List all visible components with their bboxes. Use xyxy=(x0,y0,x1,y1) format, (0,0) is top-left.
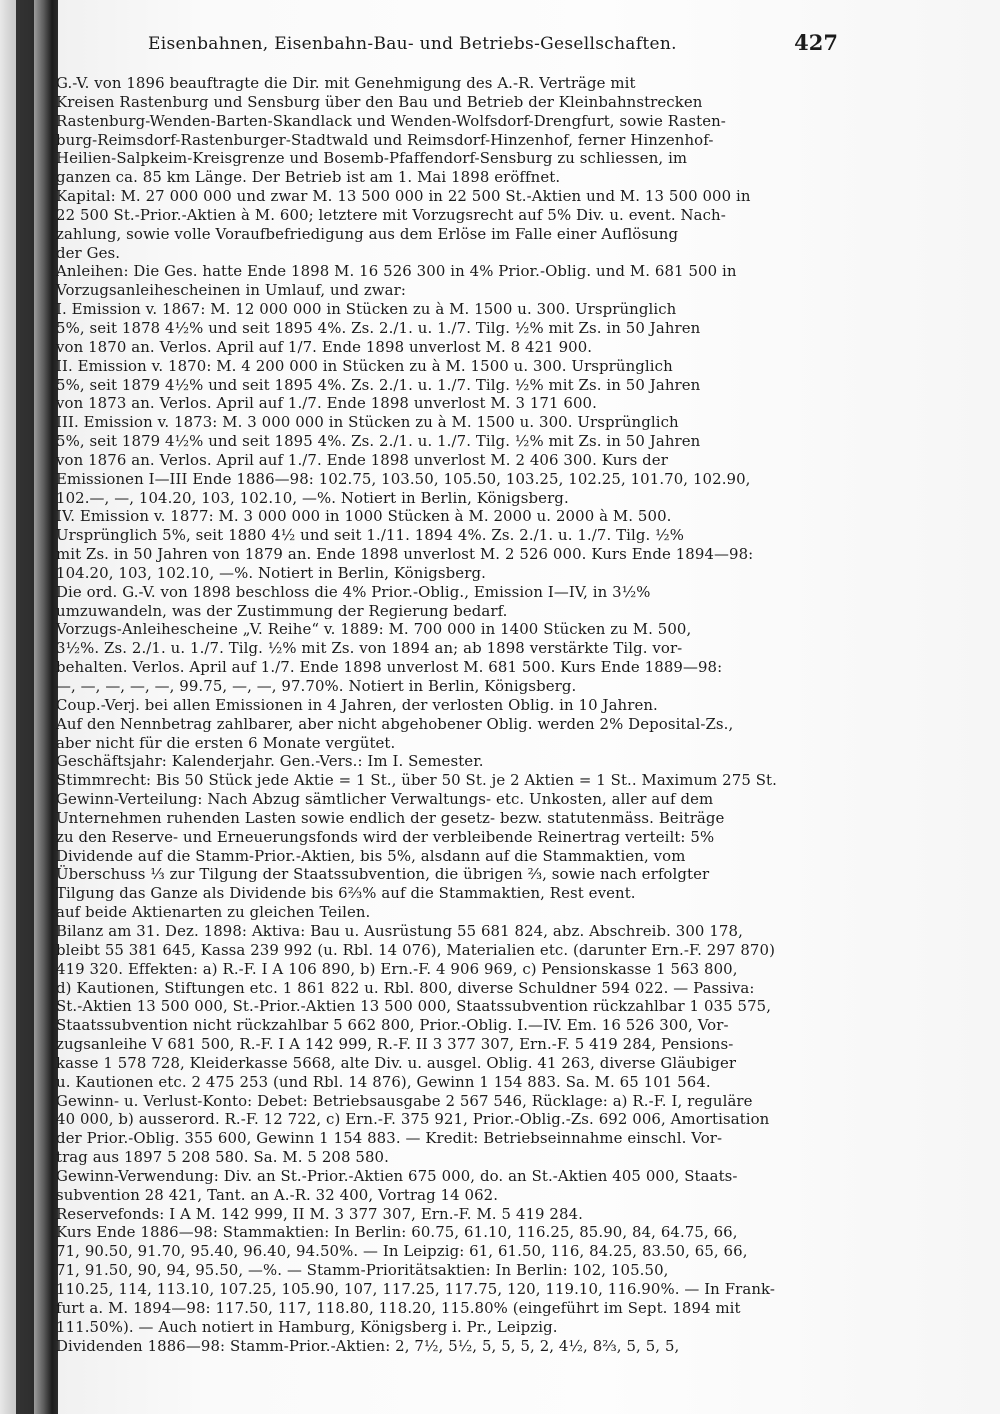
text-line: Stimmrecht: Bis 50 Stück jede Aktie = 1 St., über 50 St. je 2 Aktien = 1 St.. Maximum 275 St. xyxy=(56,771,777,790)
text-line: Vorzugsanleihescheinen in Umlauf, und zwar: xyxy=(56,281,406,300)
text-line: Emissionen I—III Ende 1886—98: 102.75, 103.50, 105.50, 103.25, 102.25, 101.70, 102.90, xyxy=(56,469,751,488)
text-line: Dividende auf die Stamm-Prior.-Aktien, bis 5%, alsdann auf die Stammaktien, vom xyxy=(56,846,686,865)
text-line: ganzen ca. 85 km Länge. Der Betrieb ist am 1. Mai 1898 eröffnet. xyxy=(56,168,561,187)
text-line: 111.50%). — Auch notiert in Hamburg, Königsberg i. Pr., Leipzig. xyxy=(56,1317,558,1336)
binding-shadow xyxy=(16,0,34,1414)
text-line: Coup.-Verj. bei allen Emissionen in 4 Jahren, der verlosten Oblig. in 10 Jahren. xyxy=(56,695,658,714)
text-line: II. Emission v. 1870: M. 4 200 000 in Stücken zu à M. 1500 u. 300. Ursprünglich xyxy=(56,356,673,375)
page-header-title: Eisenbahnen, Eisenbahn-Bau- und Betriebs-Gesellschaften. xyxy=(148,34,677,54)
text-line: Heilien-Salpkeim-Kreisgrenze und Bosemb-Pfaffendorf-Sensburg zu schliessen, im xyxy=(56,149,688,168)
text-line: Reservefonds: I A M. 142 999, II M. 3 377 307, Ern.-F. M. 5 419 284. xyxy=(56,1204,583,1223)
text-line: von 1876 an. Verlos. April auf 1./7. Ende 1898 unverlost M. 2 406 300. Kurs der xyxy=(56,450,668,469)
text-line: G.-V. von 1896 beauftragte die Dir. mit Genehmigung des A.-R. Verträge mit xyxy=(56,74,636,92)
text-line: Vorzugs-Anleihescheine „V. Reihe“ v. 1889: M. 700 000 in 1400 Stücken zu M. 500, xyxy=(56,620,692,639)
text-line: 71, 90.50, 91.70, 95.40, 96.40, 94.50%. — In Leipzig: 61, 61.50, 116, 84.25, 83.50, 65, 66, xyxy=(56,1242,748,1261)
text-line: IV. Emission v. 1877: M. 3 000 000 in 1000 Stücken à M. 2000 u. 2000 à M. 500. xyxy=(56,507,672,526)
text-line: zu den Reserve- und Erneuerungsfonds wird der verbleibende Reinertrag verteilt: 5% xyxy=(56,827,715,846)
text-line: 5%, seit 1879 4½% und seit 1895 4%. Zs. 2./1. u. 1./7. Tilg. ½% mit Zs. in 50 Jahren xyxy=(56,432,701,451)
text-line: d) Kautionen, Stiftungen etc. 1 861 822 u. Rbl. 800, diverse Schuldner 594 022. — Passiva: xyxy=(56,978,755,997)
text-line: Rastenburg-Wenden-Barten-Skandlack und Wenden-Wolfsdorf-Drengfurt, sowie Rasten- xyxy=(56,111,726,130)
text-line: Bilanz am 31. Dez. 1898: Aktiva: Bau u. Ausrüstung 55 681 824, abz. Abschreib. 300 178, xyxy=(56,921,743,940)
text-line: St.-Aktien 13 500 000, St.-Prior.-Aktien 13 500 000, Staatssubvention rückzahlbar 1 035 575, xyxy=(56,997,772,1016)
text-line: 110.25, 114, 113.10, 107.25, 105.90, 107, 117.25, 117.75, 120, 119.10, 116.90%. — In Frank- xyxy=(56,1280,776,1298)
text-line: von 1870 an. Verlos. April auf 1/7. Ende 1898 unverlost M. 8 421 900. xyxy=(56,337,593,356)
text-line: Kapital: M. 27 000 000 und zwar M. 13 500 000 in 22 500 St.-Aktien und M. 13 500 000 in xyxy=(56,187,751,206)
text-line: trag aus 1897 5 208 580. Sa. M. 5 208 580. xyxy=(56,1148,389,1167)
text-line: Unternehmen ruhenden Lasten sowie endlich der gesetz- bezw. statutenmäss. Beiträge xyxy=(56,808,725,827)
text-line: von 1873 an. Verlos. April auf 1./7. Ende 1898 unverlost M. 3 171 600. xyxy=(56,394,597,413)
text-line: 102.—, —, 104.20, 103, 102.10, —%. Notiert in Berlin, Königsberg. xyxy=(56,488,569,507)
text-line: Überschuss ⅓ zur Tilgung der Staatssubvention, die übrigen ⅔, sowie nach erfolgter xyxy=(56,865,710,884)
text-line: Gewinn- u. Verlust-Konto: Debet: Betriebsausgabe 2 567 546, Rücklage: a) R.-F. I, reguläre xyxy=(56,1091,753,1110)
text-line: Kreisen Rastenburg und Sensburg über den Bau und Betrieb der Kleinbahnstrecken xyxy=(56,92,703,111)
text-line: zahlung, sowie volle Voraufbefriedigung aus dem Erlöse im Falle einer Auflösung xyxy=(56,224,679,243)
text-line: Staatssubvention nicht rückzahlbar 5 662 800, Prior.-Oblig. I.—IV. Em. 16 526 300, Vor- xyxy=(56,1016,729,1035)
text-line: zugsanleihe V 681 500, R.-F. I A 142 999, R.-F. II 3 377 307, Ern.-F. 5 419 284, Pensions- xyxy=(56,1035,734,1054)
text-line: III. Emission v. 1873: M. 3 000 000 in Stücken zu à M. 1500 u. 300. Ursprünglich xyxy=(56,413,679,432)
text-line: behalten. Verlos. April auf 1./7. Ende 1898 unverlost M. 681 500. Kurs Ende 1889—98: xyxy=(56,658,723,677)
text-line: bleibt 55 381 645, Kassa 239 992 (u. Rbl. 14 076), Materialien etc. (darunter Ern.-F. 297 870) xyxy=(56,940,775,959)
text-line: mit Zs. in 50 Jahren von 1879 an. Ende 1898 unverlost M. 2 526 000. Kurs Ende 1894—98: xyxy=(56,545,754,564)
page-number: 427 xyxy=(794,30,838,55)
text-line: Ursprünglich 5%, seit 1880 4½ und seit 1./11. 1894 4%. Zs. 2./1. u. 1./7. Tilg. ½% xyxy=(56,526,684,545)
text-line: 5%, seit 1878 4½% und seit 1895 4%. Zs. 2./1. u. 1./7. Tilg. ½% mit Zs. in 50 Jahren xyxy=(56,318,701,337)
text-line: auf beide Aktienarten zu gleichen Teilen. xyxy=(56,903,371,922)
text-line: umzuwandeln, was der Zustimmung der Regierung bedarf. xyxy=(56,601,508,620)
text-line: 3½%. Zs. 2./1. u. 1./7. Tilg. ½% mit Zs. von 1894 an; ab 1898 verstärkte Tilg. vor- xyxy=(56,639,683,658)
text-line: 22 500 St.-Prior.-Aktien à M. 600; letztere mit Vorzugsrecht auf 5% Div. u. event. Nach- xyxy=(56,205,726,224)
text-line: Anleihen: Die Ges. hatte Ende 1898 M. 16 526 300 in 4% Prior.-Oblig. und M. 681 500 in xyxy=(56,262,737,281)
text-line: furt a. M. 1894—98: 117.50, 117, 118.80, 118.20, 115.80% (eingeführt im Sept. 1894 mit xyxy=(56,1298,741,1317)
text-line: 71, 91.50, 90, 94, 95.50, —%. — Stamm-Prioritätsaktien: In Berlin: 102, 105.50, xyxy=(56,1261,669,1280)
text-line: 5%, seit 1879 4½% und seit 1895 4%. Zs. 2./1. u. 1./7. Tilg. ½% mit Zs. in 50 Jahren xyxy=(56,375,701,394)
text-line: burg-Reimsdorf-Rastenburger-Stadtwald und Reimsdorf-Hinzenhof, ferner Hinzenhof- xyxy=(56,130,714,149)
text-line: u. Kautionen etc. 2 475 253 (und Rbl. 14 876), Gewinn 1 154 883. Sa. M. 65 101 564. xyxy=(56,1072,711,1091)
text-line: 419 320. Effekten: a) R.-F. I A 106 890, b) Ern.-F. 4 906 969, c) Pensionskasse 1 563 800, xyxy=(56,959,738,978)
text-line: kasse 1 578 728, Kleiderkasse 5668, alte Div. u. ausgel. Oblig. 41 263, diverse Gläubiger xyxy=(56,1053,737,1072)
text-line: —, —, —, —, —, 99.75, —, —, 97.70%. Notiert in Berlin, Königsberg. xyxy=(56,677,577,695)
text-line: der Prior.-Oblig. 355 600, Gewinn 1 154 883. — Kredit: Betriebseinnahme einschl. Vor- xyxy=(56,1129,723,1148)
text-line: 40 000, b) ausserord. R.-F. 12 722, c) Ern.-F. 375 921, Prior.-Oblig.-Zs. 692 006, Amortisation xyxy=(56,1110,770,1129)
text-line: subvention 28 421, Tant. an A.-R. 32 400, Vortrag 14 062. xyxy=(56,1185,499,1204)
text-line: Gewinn-Verteilung: Nach Abzug sämtlicher Verwaltungs- etc. Unkosten, aller auf dem xyxy=(56,790,714,809)
text-line: Dividenden 1886—98: Stamm-Prior.-Aktien: 2, 7½, 5½, 5, 5, 5, 2, 4½, 8⅔, 5, 5, 5, xyxy=(56,1336,680,1355)
text-line: I. Emission v. 1867: M. 12 000 000 in Stücken zu à M. 1500 u. 300. Ursprünglich xyxy=(56,300,677,319)
text-line: Tilgung das Ganze als Dividende bis 6⅔% auf die Stammaktien, Rest event. xyxy=(56,884,636,903)
text-line: Die ord. G.-V. von 1898 beschloss die 4% Prior.-Oblig., Emission I—IV, in 3½% xyxy=(56,582,651,601)
text-line: Kurs Ende 1886—98: Stammaktien: In Berlin: 60.75, 61.10, 116.25, 85.90, 84, 64.75, 66, xyxy=(56,1223,738,1242)
text-line: aber nicht für die ersten 6 Monate vergütet. xyxy=(56,733,396,752)
text-line: der Ges. xyxy=(56,243,121,262)
text-line: Auf den Nennbetrag zahlbarer, aber nicht abgehobener Oblig. werden 2% Deposital-Zs., xyxy=(56,714,734,733)
text-line: 104.20, 103, 102.10, —%. Notiert in Berlin, Königsberg. xyxy=(56,563,486,582)
text-line: Gewinn-Verwendung: Div. an St.-Prior.-Aktien 675 000, do. an St.-Aktien 405 000, Staats- xyxy=(56,1166,738,1185)
body-text xyxy=(56,74,856,1355)
text-line: Geschäftsjahr: Kalenderjahr. Gen.-Vers.: Im I. Semester. xyxy=(56,752,484,771)
running-header xyxy=(148,30,838,60)
